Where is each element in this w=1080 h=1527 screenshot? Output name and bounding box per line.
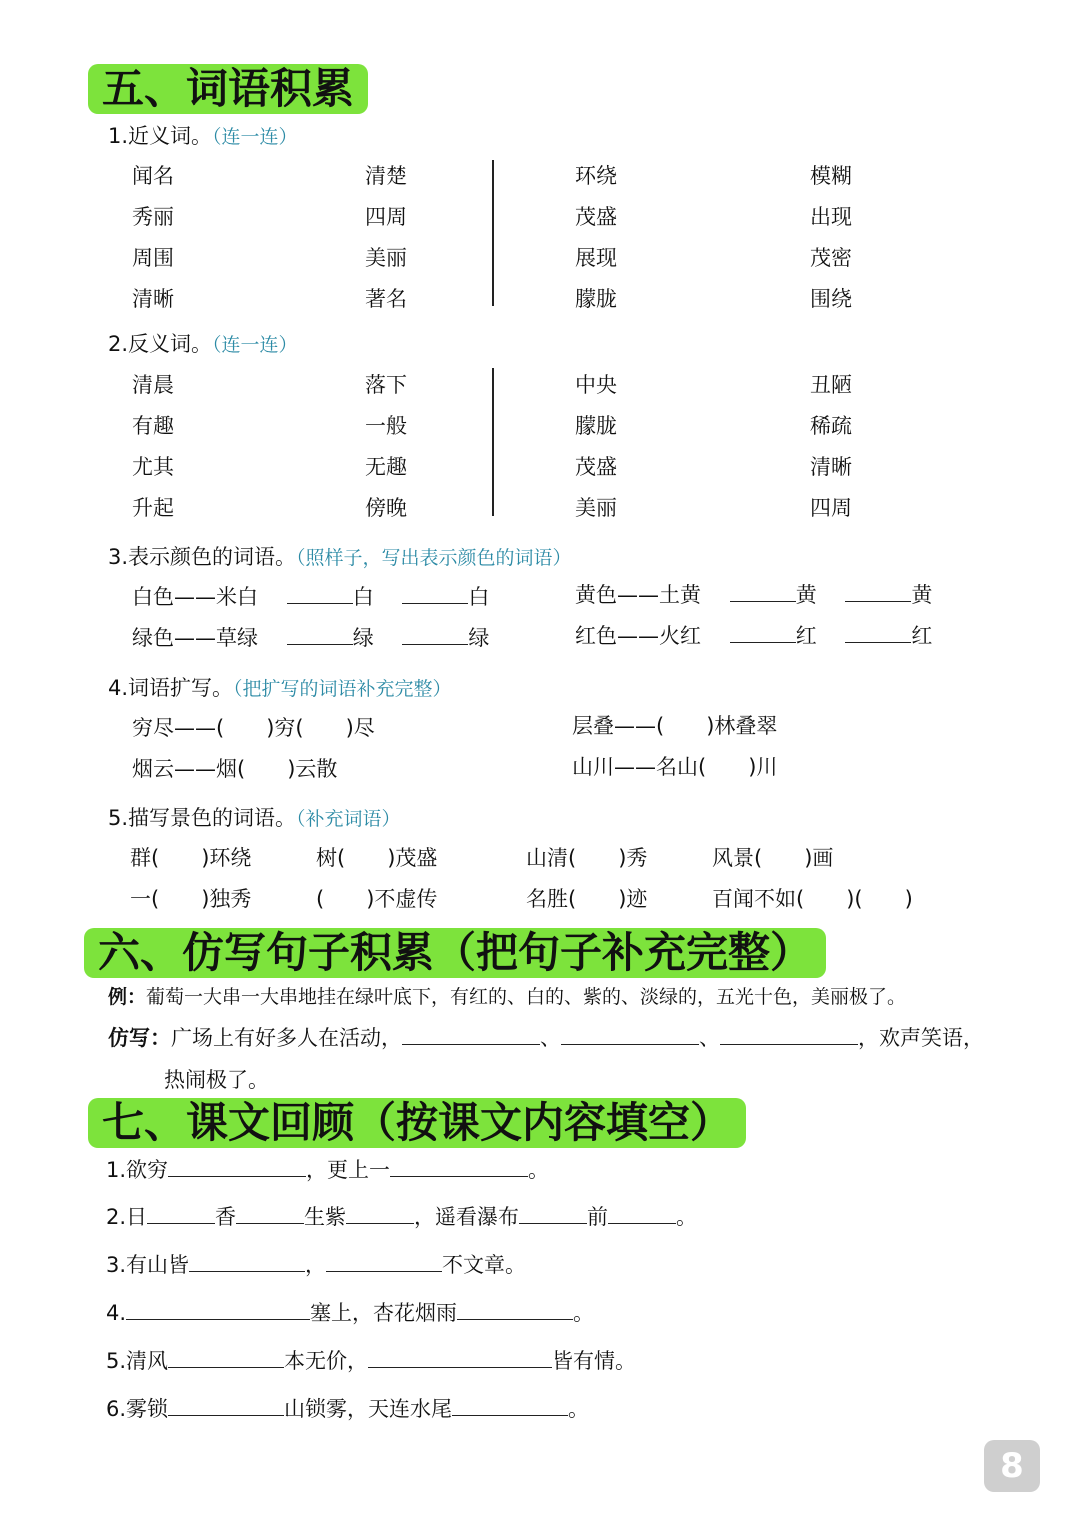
line-text: 不文章。 — [442, 1253, 527, 1277]
q1-label: 1.近义词。 — [108, 124, 213, 148]
example-label: 例： — [108, 986, 147, 1008]
recall-line-5 — [106, 1345, 636, 1375]
line-text: ，更上一 — [306, 1158, 391, 1182]
recall-blank[interactable] — [452, 1395, 568, 1416]
q4-item: 穷尽——( )穷( )尽 — [132, 716, 375, 740]
q4-note: （把扩写的词语补充完整） — [233, 678, 452, 700]
q1-divider — [492, 160, 494, 306]
q2-word: 落下 — [365, 373, 407, 397]
q3-row — [132, 581, 489, 611]
line-text: 雾锁 — [126, 1397, 169, 1421]
q5-item: 百闻不如( )( ) — [712, 887, 913, 911]
q1-word: 展现 — [575, 246, 617, 270]
line-text: 生紫 — [304, 1205, 347, 1229]
q3-blank[interactable] — [730, 581, 796, 602]
q1-word: 出现 — [810, 205, 852, 229]
q2-word: 清晰 — [810, 455, 852, 479]
q1-word: 美丽 — [365, 246, 407, 270]
q5-item: 风景( )画 — [712, 846, 834, 870]
imitate-blank[interactable] — [402, 1024, 540, 1045]
q2-word: 丑陋 — [810, 373, 852, 397]
q2-word: 中央 — [575, 373, 617, 397]
q2-word: 尤其 — [132, 455, 174, 479]
q3-blank[interactable] — [287, 583, 353, 604]
imitate-label: 仿写： — [108, 1026, 171, 1050]
q1-word: 茂密 — [810, 246, 852, 270]
q3-blank[interactable] — [730, 622, 796, 643]
q3-example: 绿色——草绿 — [132, 626, 258, 650]
page-number: 8 — [984, 1440, 1040, 1492]
q2-word: 稀疏 — [810, 414, 852, 438]
q2-word: 清晨 — [132, 373, 174, 397]
line-text: 皆有情。 — [552, 1349, 637, 1373]
line-text: 日 — [126, 1205, 148, 1229]
line-text: 。 — [676, 1205, 698, 1229]
q3-blank[interactable] — [402, 624, 468, 645]
q4-item: 层叠——( )林叠翠 — [572, 714, 778, 738]
q2-word: 傍晚 — [365, 496, 407, 520]
q1-note: （连一连） — [212, 126, 298, 148]
recall-line-4 — [106, 1297, 594, 1327]
line-text: 。 — [528, 1158, 550, 1182]
q4-item: 烟云——烟( )云散 — [132, 757, 338, 781]
line-text: 山锁雾，天连水尾 — [284, 1397, 453, 1421]
q1-word: 模糊 — [810, 164, 852, 188]
imitate-start: 广场上有好多人在活动， — [171, 1026, 402, 1050]
line-number: 6. — [106, 1397, 127, 1421]
line-text: 香 — [215, 1205, 237, 1229]
q4-label: 4.词语扩写。 — [108, 676, 234, 700]
recall-blank[interactable] — [168, 1395, 284, 1416]
q2-heading — [108, 328, 298, 358]
example-sentence — [108, 982, 906, 1009]
line-number: 4. — [106, 1301, 127, 1325]
q3-heading — [108, 541, 572, 571]
recall-blank[interactable] — [457, 1299, 573, 1320]
q1-word: 围绕 — [810, 287, 852, 311]
q3-char: 白 — [352, 585, 374, 609]
q5-item: 山清( )秀 — [526, 846, 648, 870]
imitate-line2: 热闹极了。 — [164, 1068, 269, 1092]
recall-blank[interactable] — [326, 1251, 442, 1272]
q2-word: 有趣 — [132, 414, 174, 438]
line-number: 2. — [106, 1205, 127, 1229]
q1-word: 朦胧 — [575, 287, 617, 311]
q1-word: 清晰 — [132, 287, 174, 311]
line-text: 本无价， — [284, 1349, 369, 1373]
q5-item: ( )不虚传 — [316, 887, 438, 911]
q2-word: 一般 — [365, 414, 407, 438]
section-7-title: 七、课文回顾（按课文内容填空） — [88, 1098, 746, 1148]
line-text: 塞上，杏花烟雨 — [310, 1301, 458, 1325]
q1-word: 清楚 — [365, 164, 407, 188]
q2-word: 朦胧 — [575, 414, 617, 438]
line-text: 前 — [587, 1205, 609, 1229]
q5-item: 一( )独秀 — [130, 887, 252, 911]
line-number: 3. — [106, 1253, 127, 1277]
q3-char: 红 — [911, 624, 933, 648]
recall-blank[interactable] — [147, 1203, 215, 1224]
q2-divider — [492, 368, 494, 516]
recall-blank[interactable] — [608, 1203, 676, 1224]
recall-line-3 — [106, 1249, 526, 1279]
line-text: ， — [305, 1253, 327, 1277]
q2-word: 无趣 — [365, 455, 407, 479]
q3-example: 白色——米白 — [132, 585, 258, 609]
imitate-sep: 、 — [699, 1026, 720, 1050]
q2-word: 美丽 — [575, 496, 617, 520]
recall-line-2 — [106, 1201, 697, 1231]
q3-label: 3.表示颜色的词语。 — [108, 545, 297, 569]
q5-note: （补充词语） — [296, 808, 401, 830]
recall-blank[interactable] — [236, 1203, 304, 1224]
recall-blank[interactable] — [189, 1251, 305, 1272]
q3-example: 黄色——土黄 — [575, 583, 701, 607]
q3-row — [575, 620, 932, 650]
q3-char: 绿 — [352, 626, 374, 650]
q1-word: 著名 — [365, 287, 407, 311]
q1-word: 周围 — [132, 246, 174, 270]
q2-word: 升起 — [132, 496, 174, 520]
q5-item: 群( )环绕 — [130, 846, 252, 870]
q1-word: 茂盛 — [575, 205, 617, 229]
q1-word: 闻名 — [132, 164, 174, 188]
recall-line-1 — [106, 1154, 549, 1184]
line-text: 。 — [568, 1397, 590, 1421]
line-text: ，遥看瀑布 — [414, 1205, 520, 1229]
q2-word: 茂盛 — [575, 455, 617, 479]
q3-row — [132, 622, 489, 652]
q3-char: 白 — [468, 585, 490, 609]
q3-example: 红色——火红 — [575, 624, 701, 648]
imitate-end: ，欢声笑语， — [858, 1026, 984, 1050]
q1-word: 四周 — [365, 205, 407, 229]
q5-item: 名胜( )迹 — [526, 887, 648, 911]
line-text: 。 — [573, 1301, 595, 1325]
q3-char: 黄 — [795, 583, 817, 607]
recall-blank[interactable] — [390, 1156, 528, 1177]
imitate-blank[interactable] — [720, 1024, 858, 1045]
q3-blank[interactable] — [845, 622, 911, 643]
q1-word: 秀丽 — [132, 205, 174, 229]
q3-row — [575, 579, 932, 609]
recall-blank[interactable] — [346, 1203, 414, 1224]
q3-blank[interactable] — [287, 624, 353, 645]
recall-line-6 — [106, 1393, 589, 1423]
recall-blank[interactable] — [126, 1299, 310, 1320]
recall-blank[interactable] — [168, 1156, 306, 1177]
q3-char: 红 — [795, 624, 817, 648]
q3-blank[interactable] — [845, 581, 911, 602]
line-number: 1. — [106, 1158, 127, 1182]
line-text: 有山皆 — [126, 1253, 190, 1277]
q3-char: 绿 — [468, 626, 490, 650]
q3-char: 黄 — [911, 583, 933, 607]
q2-note: （连一连） — [212, 334, 298, 356]
recall-blank[interactable] — [368, 1347, 552, 1368]
line-text: 欲穷 — [126, 1158, 169, 1182]
q3-blank[interactable] — [402, 583, 468, 604]
q5-heading — [108, 802, 401, 832]
q4-item: 山川——名山( )川 — [572, 755, 778, 779]
line-number: 5. — [106, 1349, 127, 1373]
q1-heading — [108, 120, 298, 150]
section-6-title: 六、仿写句子积累（把句子补充完整） — [84, 928, 826, 978]
example-text: 葡萄一大串一大串地挂在绿叶底下，有红的、白的、紫的、淡绿的，五光十色，美丽极了。 — [146, 986, 907, 1008]
q2-word: 四周 — [810, 496, 852, 520]
q4-heading — [108, 672, 452, 702]
q1-word: 环绕 — [575, 164, 617, 188]
q2-label: 2.反义词。 — [108, 332, 213, 356]
section-5-title: 五、词语积累 — [88, 64, 368, 114]
q5-label: 5.描写景色的词语。 — [108, 806, 297, 830]
recall-blank[interactable] — [519, 1203, 587, 1224]
q5-item: 树( )茂盛 — [316, 846, 438, 870]
line-text: 清风 — [126, 1349, 169, 1373]
recall-blank[interactable] — [168, 1347, 284, 1368]
imitate-blank[interactable] — [561, 1024, 699, 1045]
imitate-line — [108, 1022, 984, 1052]
q3-note: （照样子，写出表示颜色的词语） — [296, 547, 572, 569]
imitate-sep: 、 — [540, 1026, 561, 1050]
